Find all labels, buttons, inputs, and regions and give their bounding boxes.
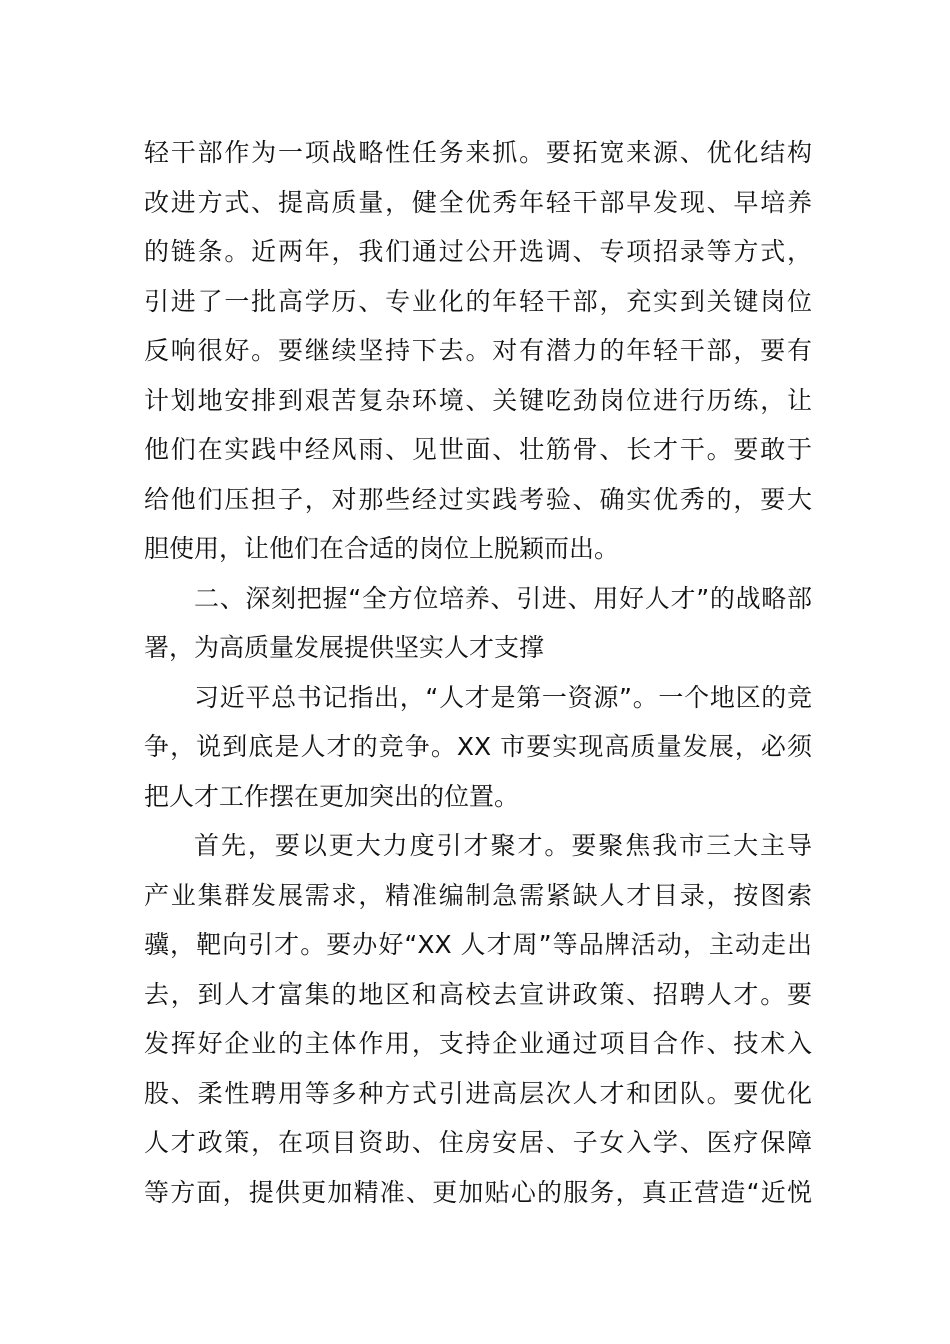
paragraph-line: 把人才工作摆在更加突出的位置。 <box>144 781 520 811</box>
paragraph-line: 他们在实践中经风雨、见世面、壮筋骨、长才干。要敢于 <box>144 435 812 464</box>
paragraph-line: 习近平总书记指出，“人才是第一资源”。一个地区的竞 <box>194 682 812 712</box>
paragraph-line: 去，到人才富集的地区和高校去宣讲政策、招聘人才。要 <box>144 979 812 1009</box>
paragraph-line: 胆使用，让他们在合适的岗位上脱颖而出。 <box>144 534 620 563</box>
paragraph-line: 股、柔性聘用等多种方式引进高层次人才和团队。要优化 <box>144 1078 812 1108</box>
paragraph-line: 的链条。近两年，我们通过公开选调、专项招录等方式， <box>144 237 812 266</box>
paragraph-line: 首先，要以更大力度引才聚才。要聚焦我市三大主导 <box>194 831 812 860</box>
document-body <box>144 128 812 1217</box>
paragraph-line: 改进方式、提高质量，健全优秀年轻干部早发现、早培养 <box>144 187 812 217</box>
paragraph-line: 人才政策，在项目资助、住房安居、子女入学、医疗保障 <box>144 1128 812 1157</box>
paragraph-line: 争，说到底是人才的竞争。XX 市要实现高质量发展，必须 <box>144 732 812 761</box>
paragraph-line: 骥，靶向引才。要办好“XX 人才周”等品牌活动，主动走出 <box>144 930 812 959</box>
paragraph-line: 给他们压担子，对那些经过实践考验、确实优秀的，要大 <box>144 484 812 514</box>
paragraph-line: 计划地安排到艰苦复杂环境、关键吃劲岗位进行历练，让 <box>144 385 812 415</box>
paragraph-line: 等方面，提供更加精准、更加贴心的服务，真正营造“近悦 <box>144 1177 812 1207</box>
paragraph-line: 轻干部作为一项战略性任务来抓。要拓宽来源、优化结构 <box>144 138 812 167</box>
paragraph-line: 反响很好。要继续坚持下去。对有潜力的年轻干部，要有 <box>144 336 812 365</box>
section-heading-line: 二、深刻把握“全方位培养、引进、用好人才”的战略部 <box>194 583 812 613</box>
paragraph-line: 产业集群发展需求，精准编制急需紧缺人才目录，按图索 <box>144 880 812 910</box>
paragraph-line: 引进了一批高学历、专业化的年轻干部，充实到关键岗位 <box>144 286 812 316</box>
paragraph-line: 发挥好企业的主体作用，支持企业通过项目合作、技术入 <box>144 1029 812 1058</box>
section-heading-line: 署，为高质量发展提供坚实人才支撑 <box>144 633 545 662</box>
